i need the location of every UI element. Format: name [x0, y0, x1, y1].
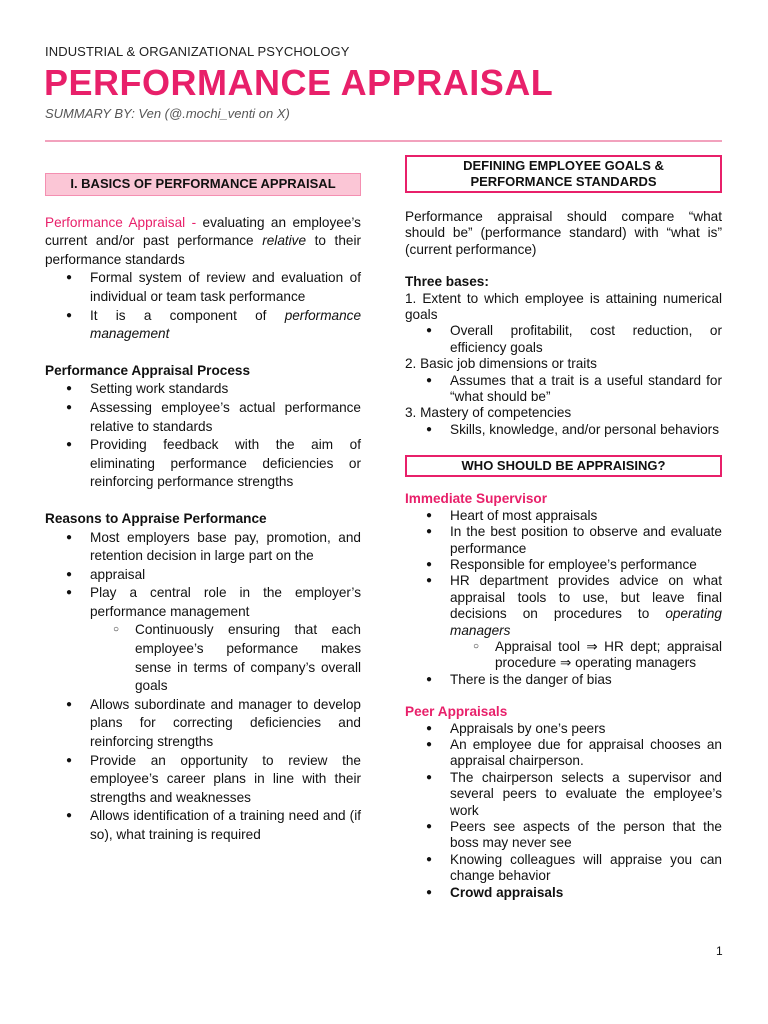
reasons-heading: Reasons to Appraise Performance	[45, 510, 267, 526]
list-item: ● In the best position to observe and evaluate performance	[450, 524, 722, 557]
page-title: PERFORMANCE APPRAISAL	[44, 62, 554, 103]
hr-text: HR department provides advice on what appraisal tools to use, but leave final decisions on procedures to	[450, 573, 722, 622]
definition-bullets	[45, 269, 361, 343]
component-prefix: It is a component of	[90, 307, 285, 323]
list-item: ● The chairperson selects a supervisor and several peers to evaluate the employee’s work	[450, 770, 722, 819]
list-item: ● Setting work standards	[90, 380, 361, 399]
list-item: ● Knowing colleagues will appraise you can change behavior	[450, 852, 722, 885]
list-item: ● Responsible for employee’s performance	[450, 557, 722, 573]
list-item: ● Overall profitabilit, cost reduction, or efficiency goals	[450, 323, 722, 356]
course-label: INDUSTRIAL & ORGANIZATIONAL PSYCHOLOGY	[45, 44, 350, 59]
definition-italic: relative	[262, 233, 307, 249]
process-list	[45, 380, 361, 492]
supervisor-heading: Immediate Supervisor	[405, 491, 548, 507]
list-item: ● Allows identification of a training need and (if so), what training is required	[90, 807, 361, 844]
reasons-list	[45, 529, 361, 845]
list-item: ● Allows subordinate and manager to develop plans for correcting deficiencies and reinforcing strengths	[90, 696, 361, 752]
supervisor-list	[405, 508, 722, 688]
list-item: ● Heart of most appraisals	[450, 508, 722, 524]
list-item: ● Provide an opportunity to review the employee’s career plans in line with their strengths and weaknesses	[90, 752, 361, 808]
sub-list-item: ○ Appraisal tool ⇒ HR dept; appraisal procedure ⇒ operating managers	[495, 639, 722, 672]
list-item: ● Assumes that a trait is a useful standard for “what should be”	[450, 373, 722, 406]
list-item: ● Assessing employee’s actual performance relative to standards	[90, 399, 361, 436]
summary-byline: SUMMARY BY: Ven (@.mochi_venti on X)	[45, 106, 290, 121]
reasons-sublist	[90, 621, 361, 695]
page-number: 1	[716, 944, 723, 958]
list-item: ● Most employers base pay, promotion, and retention decision in large part on the	[90, 529, 361, 566]
base-1-list	[405, 323, 722, 356]
base-3-list	[405, 422, 722, 438]
list-item: ● appraisal	[90, 566, 361, 585]
base-1: 1. Extent to which employee is attaining numerical goals	[405, 290, 722, 323]
header-divider	[45, 140, 722, 142]
list-item: ● Providing feedback with the aim of eliminating performance deficiencies or reinforcing performance strengths	[90, 436, 361, 492]
sub-list-item: ○ Continuously ensuring that each employee’s peformance makes sense in terms of company’s overall goals	[135, 621, 361, 695]
definition-text-b: to their performance standards	[45, 233, 362, 267]
definition-term: Performance Appraisal -	[45, 214, 197, 230]
component-italic: performance management	[90, 307, 361, 342]
definition-text-a: evaluating an employee’s current and/or past performance	[45, 214, 361, 249]
base-2-list	[405, 373, 722, 406]
list-item: ● Crowd appraisals	[450, 885, 722, 901]
who-section-box: WHO SHOULD BE APPRAISING?	[405, 455, 722, 477]
list-item: ● There is the danger of bias	[450, 672, 722, 688]
section-title-basics: I. BASICS OF PERFORMANCE APPRAISAL	[45, 173, 361, 196]
list-item: ● Formal system of review and evaluation of individual or team task performance	[90, 269, 361, 306]
list-item: ● Skills, knowledge, and/or personal behaviors	[450, 422, 722, 438]
bases-heading: Three bases:	[405, 274, 489, 290]
list-item-text: Play a central role in the employer’s performance management	[90, 585, 361, 619]
left-column	[45, 173, 361, 845]
peer-list	[405, 721, 722, 901]
list-item	[90, 584, 361, 696]
supervisor-sublist	[450, 639, 722, 672]
list-item: ● Peers see aspects of the person that the boss may never see	[450, 819, 722, 852]
goals-section-box: DEFINING EMPLOYEE GOALS & PERFORMANCE STANDARDS	[405, 155, 722, 193]
hr-italic: operating managers	[450, 606, 722, 638]
goals-paragraph: Performance appraisal should compare “what should be” (performance standard) with “what is” (current performance)	[405, 209, 722, 257]
list-item	[90, 307, 361, 344]
process-heading: Performance Appraisal Process	[45, 362, 251, 378]
list-item	[450, 573, 722, 671]
right-column	[405, 155, 722, 901]
list-item: ● Appraisals by one’s peers	[450, 721, 722, 737]
base-2: 2. Basic job dimensions or traits	[405, 356, 597, 372]
peer-heading: Peer Appraisals	[405, 704, 508, 720]
definition-paragraph	[45, 214, 361, 270]
list-item: ● An employee due for appraisal chooses an appraisal chairperson.	[450, 737, 722, 770]
base-3: 3. Mastery of competencies	[405, 405, 572, 421]
